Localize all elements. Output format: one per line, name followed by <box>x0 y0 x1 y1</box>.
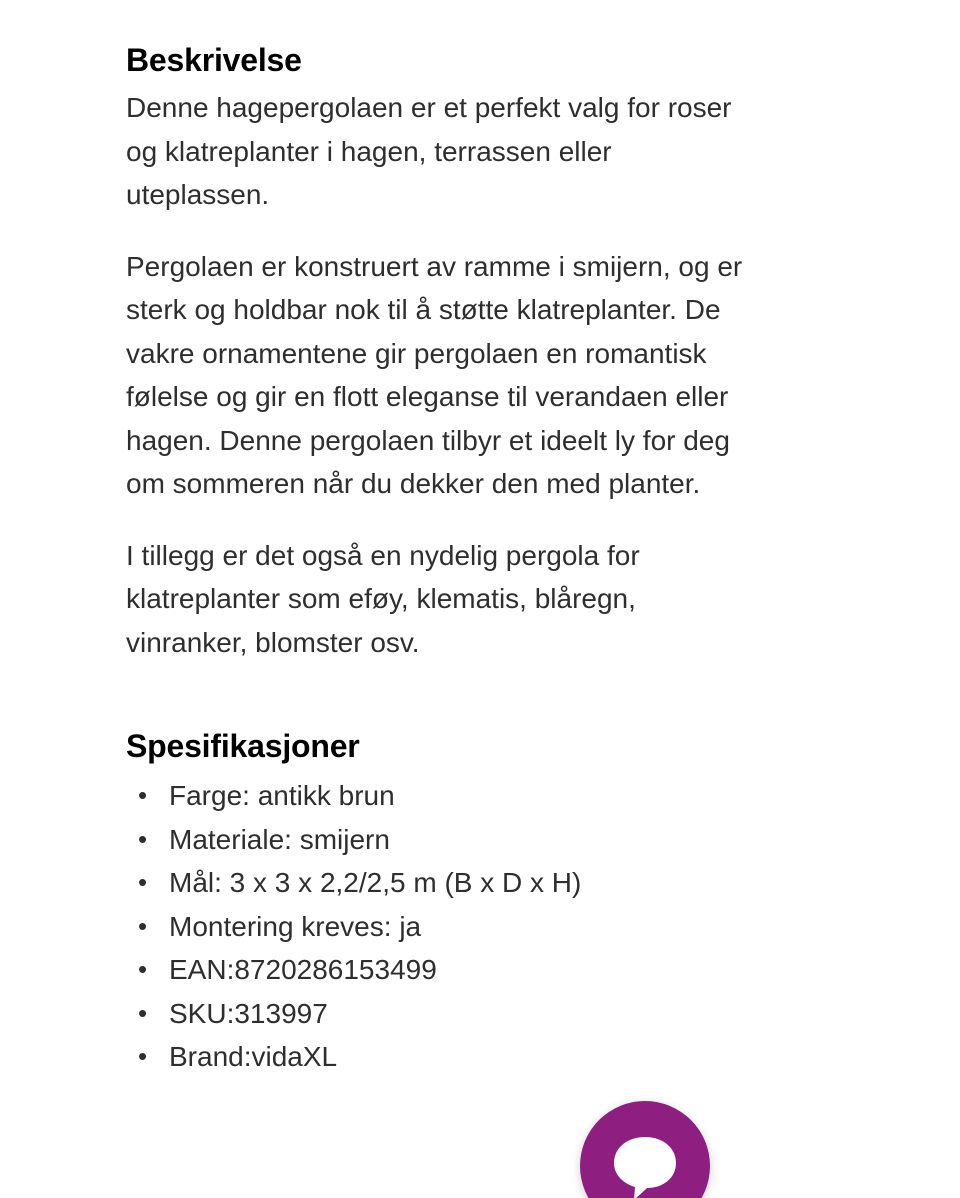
specifications-heading: Spesifikasjoner <box>126 728 360 764</box>
spec-dimensions: Mål: 3 x 3 x 2,2/2,5 m (B x D x H) <box>169 867 582 898</box>
list-item <box>126 818 766 862</box>
bullet-icon: • <box>138 867 148 897</box>
list-item <box>126 774 766 818</box>
bullet-icon: • <box>138 910 148 941</box>
bullet-icon: • <box>138 997 148 1028</box>
specifications-list <box>126 774 766 1079</box>
bullet-icon: • <box>138 1041 148 1071</box>
bullet-icon: • <box>138 780 148 810</box>
description-paragraph-1: Denne hagepergolaen er et perfekt valg for roser og klatreplanter i hagen, terrassen eller uteplassen. <box>126 92 732 210</box>
list-item <box>126 948 766 992</box>
chat-button[interactable] <box>580 1101 710 1198</box>
spec-material: Materiale: smijern <box>169 823 390 855</box>
bullet-icon: • <box>138 823 148 854</box>
list-item <box>126 905 766 949</box>
list-item <box>126 861 766 905</box>
spec-assembly: Montering kreves: ja <box>169 910 422 942</box>
product-content <box>126 36 766 1079</box>
chat-bubble-icon <box>606 1127 684 1198</box>
list-item <box>126 992 766 1036</box>
spec-brand: Brand:vidaXL <box>169 1041 338 1072</box>
spec-ean: EAN:8720286153499 <box>169 954 437 985</box>
description-paragraph-2: Pergolaen er konstruert av ramme i smijern, og er sterk og holdbar nok til å støtte klatreplanter. De vakre ornamentene gir pergolaen en romantisk følelse og gir en flott eleganse til verandaen eller hagen. Denne pergolaen tilbyr et ideelt ly for deg om sommeren når du dekker den med planter. <box>126 250 743 499</box>
description-paragraph-3: I tillegg er det også en nydelig pergola for klatreplanter som eføy, klematis, blåregn, vinranker, blomster osv. <box>126 539 640 658</box>
bullet-icon: • <box>138 954 148 984</box>
description-heading: Beskrivelse <box>126 42 302 78</box>
list-item <box>126 1035 766 1079</box>
spec-color: Farge: antikk brun <box>169 780 395 811</box>
spec-sku: SKU:313997 <box>169 997 328 1029</box>
